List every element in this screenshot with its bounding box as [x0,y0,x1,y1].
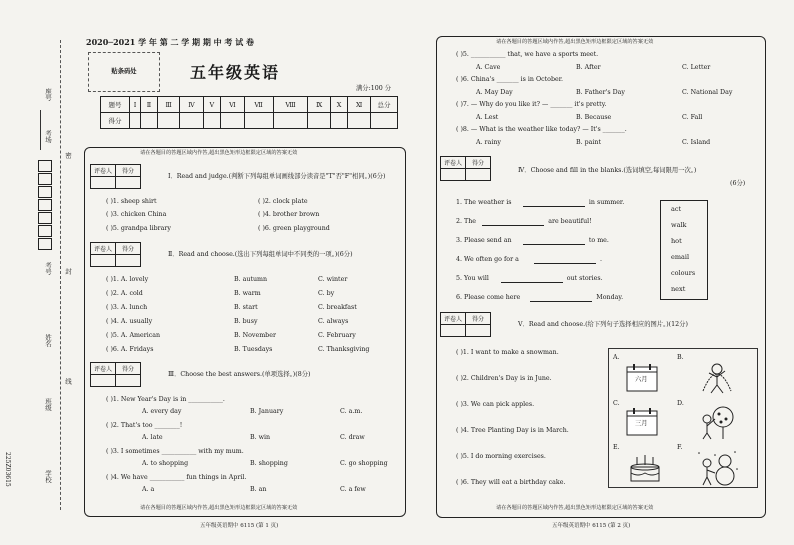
footer-left: 五年级英语期中 6115 (第 1 页) [200,523,279,529]
s1-q1[interactable]: ( )1. sheep shirt [106,198,157,205]
s3-question[interactable]: ( )1. New Year's Day is in ___________. [106,396,225,403]
picture-grid [608,348,758,488]
reviewer-cell[interactable] [91,375,116,387]
cut-line-char-2: 封 [64,268,72,275]
pic-label-e: E. [613,444,620,451]
s5-question[interactable]: ( )5. I do morning exercises. [456,453,546,460]
right-bottom-notice: 请在各题目的答题区域内作答,超出黑色矩形边框限定区域的答案无效 [496,505,654,511]
s3-option-c: C. Fall [682,114,703,121]
reviewer-cell[interactable] [91,177,116,189]
s4-sentence-end: to me. [588,237,609,244]
s5-question[interactable]: ( )6. They will eat a birthday cake. [456,479,566,486]
section5-title: Ⅴ．Read and choose.(给下列句子选择相应的图片。)(12分) [518,321,688,328]
score-cell[interactable] [180,113,203,129]
s1-q5[interactable]: ( )5. grandpa library [106,225,171,232]
score-input-cell[interactable] [116,177,141,189]
birthday-cake-image [625,451,665,489]
s3-option-b: B. Because [576,114,612,121]
score-label: 得分 [116,363,141,375]
word-bank-item: walk [671,221,687,229]
cut-line-char-3: 线 [64,378,72,385]
word-bank-item: next [671,285,686,293]
s4-sentence-end: Monday. [596,294,624,301]
col-9: Ⅸ [308,97,331,113]
s3-question[interactable]: ( )7. — Why do you like it? — _______ it's pretty. [456,101,607,108]
s1-q2[interactable]: ( )2. clock plate [258,198,308,205]
col-5: Ⅴ [203,97,221,113]
left-notice: 请在各题目的答题区域内作答,超出黑色矩形边框限定区域的答案无效 [140,150,298,156]
s2-option-b: B. November [234,332,276,339]
grader-box-1 [90,164,141,189]
section2-title: Ⅱ．Read and choose.(选出下列每组单词中不同类的一项。)(6分) [168,251,353,258]
s3-option-a: A. a [142,486,155,493]
s3-question[interactable]: ( )5. ___________ that, we have a sports meet. [456,51,599,58]
left-bottom-notice: 请在各题目的答题区域内作答,超出黑色矩形边框限定区域的答案无效 [140,505,298,511]
snowman-image [695,449,741,491]
s2-option-c: C. breakfast [318,304,357,311]
cut-line-char-1: 密 [64,152,72,159]
reviewer-label: 评卷人 [91,243,116,255]
s3-option-b: B. win [250,434,271,441]
seat-no-label: 座号 [44,88,52,101]
s2-option-b: B. start [234,304,258,311]
pic-label-d: D. [677,400,684,407]
col-6: Ⅵ [221,97,244,113]
score-cell[interactable] [203,113,221,129]
s3-option-a: A. Cave [476,64,501,71]
score-label: 得分 [466,157,491,169]
col-4: Ⅳ [180,97,203,113]
s3-option-b: B. Father's Day [576,89,625,96]
s4-sentence-start: 2. The [456,218,476,225]
reviewer-label: 评卷人 [441,157,466,169]
reviewer-cell[interactable] [91,255,116,267]
score-input-cell[interactable] [116,375,141,387]
sticker-label: 贴条码处 [111,68,137,75]
s3-question[interactable]: ( )6. China's _______ is in October. [456,76,564,83]
score-row-label: 题号 [101,97,130,113]
col-11: Ⅺ [348,97,371,113]
col-2: Ⅱ [141,97,158,113]
reviewer-label: 评卷人 [91,165,116,177]
reviewer-cell[interactable] [441,325,466,337]
score-label: 得分 [466,313,491,325]
score-input-cell[interactable] [466,325,491,337]
name-label: 姓名 [44,334,52,347]
exam-room-label: 考场 [44,130,52,143]
section4-points: (6分) [730,180,746,187]
grader-box-4 [440,156,491,181]
s3-option-c: C. Island [682,139,711,146]
s1-q4[interactable]: ( )4. brother brown [258,211,320,218]
score-cell[interactable] [221,113,244,129]
section3-title: Ⅲ．Choose the best answers.(单项选择。)(8分) [168,371,311,378]
s3-option-a: A. to shopping [142,460,189,467]
col-3: Ⅲ [157,97,180,113]
pic-label-a: A. [613,354,620,361]
s4-sentence-start: 3. Please send an [456,237,512,244]
section4-title: Ⅳ．Choose and fill in the blanks.(选词填空,每词限用一次。) [518,167,697,174]
reviewer-label: 评卷人 [441,313,466,325]
score-input-cell[interactable] [466,169,491,181]
s3-question[interactable]: ( )8. — What is the weather like today? — It's _______. [456,126,627,133]
s3-option-c: C. Letter [682,64,711,71]
s2-option-b: B. warm [234,290,261,297]
score-cell[interactable] [330,113,347,129]
s4-sentence-start: 6. Please come here [456,294,521,301]
s2-question[interactable]: ( )4. A. usually [106,318,153,325]
score-label: 得分 [116,165,141,177]
s2-option-b: B. autumn [234,276,268,283]
year-title: 2020─2021 学 年 第 二 学 期 期 中 考 试 卷 [86,37,254,47]
col-1: Ⅰ [130,97,141,113]
s2-option-c: C. February [318,332,356,339]
col-8: Ⅷ [273,97,308,113]
score-cell[interactable] [244,113,273,129]
s3-option-b: B. paint [576,139,602,146]
s4-sentence-start: 4. We often go for a [456,256,519,263]
word-bank-item: colours [671,269,696,277]
s3-option-c: C. a.m. [340,408,363,415]
pic-label-c: C. [613,400,620,407]
s4-sentence-start: 1. The weather is [456,199,512,206]
s4-blank[interactable] [523,244,585,245]
s3-option-a: A. May Day [476,89,513,96]
s3-option-b: B. After [576,64,601,71]
section1-title: Ⅰ．Read and judge.(判断下列每组单词画线部分读音是"T"否"F"相同。)(6分) [168,173,386,180]
exam-no-boxes[interactable] [38,160,54,260]
subject-title: 五年级英语 [190,63,281,82]
score-row2-label: 得分 [101,113,130,129]
s2-option-b: B. Tuesdays [234,346,273,353]
cut-line [60,40,61,510]
calendar-june-text: 六月 [635,376,648,383]
s4-sentence-end: . [600,256,603,263]
class-label: 班级 [44,398,52,411]
footer-right: 五年级英语期中 6115 (第 2 页) [552,523,631,529]
s3-option-a: A. every day [142,408,182,415]
grader-box-5 [440,312,491,337]
col-7: Ⅶ [244,97,273,113]
s4-sentence-start: 5. You will [456,275,489,282]
s4-sentence-end: in summer. [588,199,625,206]
calendar-march-image [625,407,661,437]
s5-question[interactable]: ( )4. Tree Planting Day is in March. [456,427,569,434]
s4-blank[interactable] [482,225,544,226]
word-bank-item: act [671,205,682,213]
apple-picking-image [693,405,741,445]
reviewer-cell[interactable] [441,169,466,181]
s4-sentence-end: out stories. [566,275,603,282]
s3-option-a: A. late [142,434,163,441]
score-cell[interactable] [273,113,308,129]
right-notice: 请在各题目的答题区域内作答,超出黑色矩形边框限定区域的答案无效 [496,39,654,45]
s3-option-b: B. January [250,408,284,415]
s4-blank[interactable] [523,206,585,207]
pic-label-f: F. [677,444,683,451]
score-label: 得分 [116,243,141,255]
word-bank [660,200,708,300]
s1-q6[interactable]: ( )6. green playground [258,225,330,232]
s3-option-a: A. rainy [476,139,501,146]
score-table [100,96,398,129]
s3-question[interactable]: ( )3. I sometimes ___________ with my mum. [106,448,244,455]
s3-option-a: A. Lest [476,114,499,121]
s3-option-c: C. a few [340,486,366,493]
s5-question[interactable]: ( )2. Children's Day is in June. [456,375,552,382]
s1-q3[interactable]: ( )3. chicken China [106,211,167,218]
calendar-march-text: 三月 [635,420,648,427]
s4-blank[interactable] [501,282,563,283]
s3-option-c: C. National Day [682,89,733,96]
s3-option-b: B. an [250,486,267,493]
s3-option-c: C. draw [340,434,365,441]
score-cell[interactable] [157,113,180,129]
word-bank-item: hot [671,237,682,245]
s2-question[interactable]: ( )5. A. American [106,332,161,339]
exam-no-label: 考号 [44,262,52,275]
barcode-sticker-area [88,52,160,92]
binding-strip [0,0,80,545]
score-input-cell[interactable] [116,255,141,267]
full-score: 满分:100 分 [356,85,392,92]
grader-box-3 [90,362,141,387]
s4-blank[interactable] [534,263,596,264]
s3-option-c: C. go shopping [340,460,388,467]
s2-option-c: C. Thanksgiving [318,346,370,353]
grader-box-2 [90,242,141,267]
s2-option-b: B. busy [234,318,258,325]
s4-blank[interactable] [530,301,592,302]
s3-option-b: B. shopping [250,460,288,467]
s2-question[interactable]: ( )1. A. lovely [106,276,149,283]
s4-sentence-end: are beautiful! [548,218,592,225]
s2-option-c: C. always [318,318,349,325]
col-10: Ⅹ [330,97,347,113]
s2-question[interactable]: ( )3. A. lunch [106,304,148,311]
s5-question[interactable]: ( )1. I want to make a snowman. [456,349,559,356]
score-cell[interactable] [348,113,371,129]
barcode-number: 225Z03615 [4,452,11,487]
word-bank-item: email [671,253,690,261]
s2-question[interactable]: ( )6. A. Fridays [106,346,154,353]
reviewer-label: 评卷人 [91,363,116,375]
exercise-kid-image [697,361,737,399]
score-cell[interactable] [130,113,141,129]
score-cell[interactable] [308,113,331,129]
total-header: 总分 [371,97,398,113]
s3-question[interactable]: ( )2. That's too ________! [106,422,183,429]
s2-option-c: C. by [318,290,335,297]
school-label: 学校 [44,470,52,483]
s2-option-c: C. winter [318,276,348,283]
s5-question[interactable]: ( )3. We can pick apples. [456,401,535,408]
pic-label-b: B. [677,354,684,361]
score-cell[interactable] [141,113,158,129]
s3-question[interactable]: ( )4. We have ___________ fun things in April. [106,474,247,481]
seat-no-field[interactable] [40,110,42,150]
score-cell[interactable] [371,113,398,129]
calendar-june-image [625,363,661,393]
s2-question[interactable]: ( )2. A. cold [106,290,143,297]
